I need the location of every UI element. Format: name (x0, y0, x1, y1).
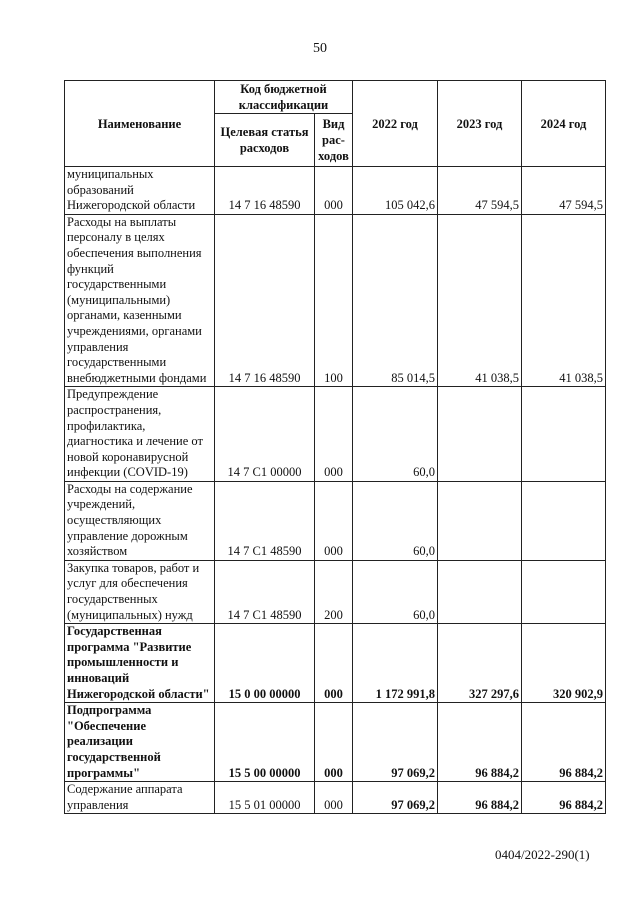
row-2024: 96 884,2 (522, 703, 606, 782)
row-name: Закупка товаров, работ и услуг для обеспечения государственных (муниципальных) нужд (65, 560, 215, 623)
table-row (65, 560, 606, 623)
header-target-article: Целевая статья расходов (215, 114, 315, 167)
table-row (65, 624, 606, 703)
row-2022: 105 042,6 (353, 167, 438, 215)
row-2022: 60,0 (353, 387, 438, 482)
row-2024: 41 038,5 (522, 214, 606, 387)
row-code: 14 7 C1 00000 (215, 387, 315, 482)
table-row (65, 214, 606, 387)
row-code: 15 5 01 00000 (215, 782, 315, 814)
row-name: Предупреждение распространения, профилактика, диагностика и лечение от новой коронавирусной инфекции (COVID-19) (65, 387, 215, 482)
row-name: Государственная программа "Развитие промышленности и инноваций Нижегородской области" (65, 624, 215, 703)
row-2023: 96 884,2 (438, 703, 522, 782)
row-name: Расходы на выплаты персоналу в целях обеспечения выполнения функций государственными (муниципальными) органами, казенными учреждениями, органами управления государственными внебюджетными фондами (65, 214, 215, 387)
row-2022: 1 172 991,8 (353, 624, 438, 703)
row-code: 15 5 00 00000 (215, 703, 315, 782)
row-2024 (522, 387, 606, 482)
row-expense-type: 000 (315, 782, 353, 814)
row-2023 (438, 481, 522, 560)
row-2024: 47 594,5 (522, 167, 606, 215)
row-name: Расходы на содержание учреждений, осуществляющих управление дорожным хозяйством (65, 481, 215, 560)
row-2023: 96 884,2 (438, 782, 522, 814)
header-2023: 2023 год (438, 81, 522, 167)
row-2024: 96 884,2 (522, 782, 606, 814)
header-name: Наименование (65, 81, 215, 167)
document-number: 0404/2022-290(1) (495, 847, 590, 862)
row-name: Содержание аппарата управления (65, 782, 215, 814)
row-expense-type: 000 (315, 387, 353, 482)
table-row (65, 703, 606, 782)
row-code: 14 7 16 48590 (215, 214, 315, 387)
row-2023: 41 038,5 (438, 214, 522, 387)
header-2022: 2022 год (353, 81, 438, 167)
header-kbk: Код бюджетной классификации (215, 81, 353, 114)
header-expense-type: Вид рас-ходов (315, 114, 353, 167)
budget-table (64, 80, 606, 814)
row-2022: 60,0 (353, 481, 438, 560)
table-row (65, 782, 606, 814)
row-expense-type: 000 (315, 703, 353, 782)
row-2023 (438, 560, 522, 623)
row-code: 14 7 C1 48590 (215, 481, 315, 560)
row-expense-type: 200 (315, 560, 353, 623)
table-row (65, 167, 606, 215)
row-expense-type: 100 (315, 214, 353, 387)
row-2022: 97 069,2 (353, 782, 438, 814)
row-expense-type: 000 (315, 481, 353, 560)
row-2022: 60,0 (353, 560, 438, 623)
table-row (65, 387, 606, 482)
row-2023: 47 594,5 (438, 167, 522, 215)
row-name: Подпрограмма "Обеспечение реализации государственной программы" (65, 703, 215, 782)
row-2024: 320 902,9 (522, 624, 606, 703)
row-name: муниципальных образований Нижегородской области (65, 167, 215, 215)
row-expense-type: 000 (315, 624, 353, 703)
row-2022: 97 069,2 (353, 703, 438, 782)
row-code: 15 0 00 00000 (215, 624, 315, 703)
page-number: 50 (313, 41, 327, 56)
row-2024 (522, 560, 606, 623)
table-row (65, 481, 606, 560)
row-2024 (522, 481, 606, 560)
row-expense-type: 000 (315, 167, 353, 215)
row-2023: 327 297,6 (438, 624, 522, 703)
row-2022: 85 014,5 (353, 214, 438, 387)
header-2024: 2024 год (522, 81, 606, 167)
row-code: 14 7 16 48590 (215, 167, 315, 215)
row-2023 (438, 387, 522, 482)
row-code: 14 7 C1 48590 (215, 560, 315, 623)
